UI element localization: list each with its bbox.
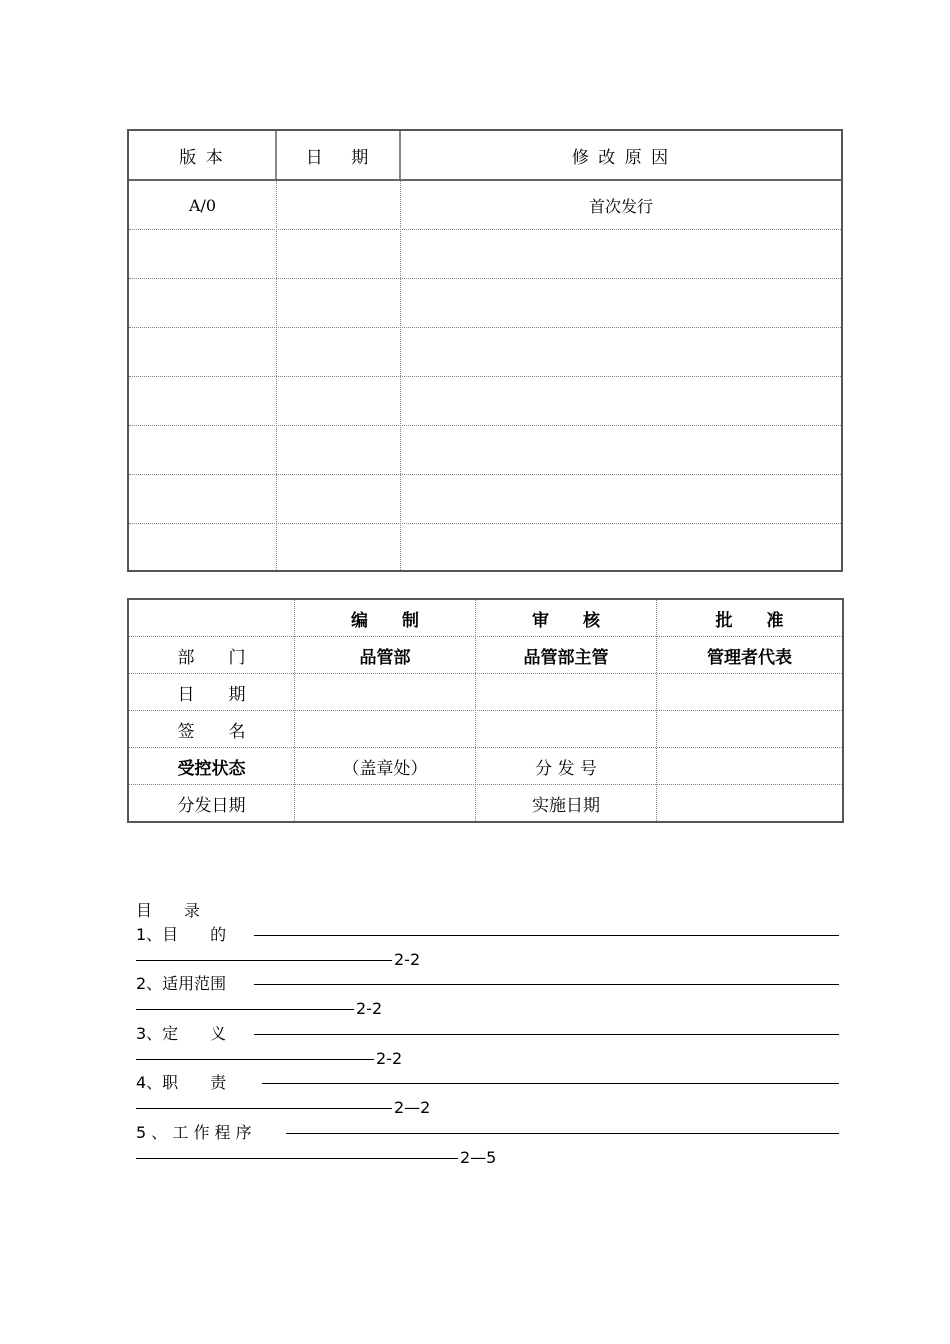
approval-row-distribution-date <box>129 785 842 822</box>
toc-item-label: 2、适用范围 <box>136 974 227 993</box>
toc-leader <box>254 1034 839 1035</box>
cell-reason <box>401 426 841 475</box>
cell-version <box>129 377 276 426</box>
cell-version <box>129 279 276 328</box>
toc-leader <box>254 935 839 936</box>
cell-version: A/0 <box>188 196 217 215</box>
toc-page-number: 2—2 <box>394 1098 431 1117</box>
cell-reason <box>401 279 841 328</box>
cell-value <box>295 674 475 711</box>
toc-item-label: 5 、 工 作 程 序 <box>136 1123 252 1142</box>
cell-date <box>277 328 400 377</box>
toc-title: 目 录 <box>136 901 201 920</box>
cell-version <box>129 524 276 573</box>
cell-date <box>277 181 400 230</box>
toc-item <box>136 1071 839 1095</box>
cell-reason <box>401 328 841 377</box>
toc-leader <box>136 1158 458 1159</box>
revision-table-header <box>129 131 841 181</box>
cell-date <box>277 475 400 524</box>
toc-item-continuation <box>136 1096 839 1120</box>
toc-item-label: 4、职 责 <box>136 1073 227 1092</box>
toc-item <box>136 972 839 996</box>
approval-table <box>127 598 844 823</box>
cell-date <box>277 426 400 475</box>
distribution-number-label: 分 发 号 <box>535 759 597 779</box>
row-label: 签 名 <box>177 722 246 742</box>
toc-leader <box>136 1059 374 1060</box>
cell-value <box>657 711 842 748</box>
header-version: 版 本 <box>129 131 277 179</box>
table-row <box>129 279 841 328</box>
header-reviewed: 审 核 <box>532 611 600 631</box>
toc-item-label: 3、定 义 <box>136 1024 227 1043</box>
table-row <box>129 230 841 279</box>
cell-value: 品管部主管 <box>523 648 609 668</box>
toc-leader <box>136 960 392 961</box>
cell-date <box>277 230 400 279</box>
toc-page-number: 2—5 <box>460 1148 497 1167</box>
toc-leader <box>136 1009 354 1010</box>
cell-reason <box>401 377 841 426</box>
approval-header-row <box>129 600 842 637</box>
table-row <box>129 377 841 426</box>
toc-item-continuation <box>136 948 839 972</box>
table-row <box>129 181 841 230</box>
cell-version <box>129 328 276 377</box>
row-label: 受控状态 <box>177 759 246 779</box>
stamp-placeholder: （盖章处） <box>342 759 428 779</box>
cell-value: 管理者代表 <box>707 648 792 668</box>
cell-reason <box>401 524 841 573</box>
toc-leader <box>286 1133 839 1134</box>
toc-page-number: 2-2 <box>376 1049 403 1068</box>
toc-leader <box>254 984 839 985</box>
header-prepared: 编 制 <box>351 611 419 631</box>
toc-page-number: 2-2 <box>356 999 383 1018</box>
cell-reason: 首次发行 <box>588 197 653 216</box>
cell-value <box>295 711 475 748</box>
row-label: 分发日期 <box>177 796 246 816</box>
toc-item-label: 1、目 的 <box>136 925 227 944</box>
toc-item-continuation <box>136 997 839 1021</box>
cell-date <box>277 279 400 328</box>
row-label: 日 期 <box>177 685 246 705</box>
header-change-reason: 修 改 原 因 <box>571 147 671 168</box>
cell-value: 品管部 <box>359 648 411 668</box>
implementation-date-label: 实施日期 <box>532 796 600 816</box>
toc-item-continuation <box>136 1146 839 1170</box>
header-approved: 批 准 <box>715 611 784 631</box>
cell-value <box>657 785 842 822</box>
revision-history-table <box>127 129 843 572</box>
cell-date <box>277 524 400 573</box>
cell-value <box>657 748 842 785</box>
cell-version <box>129 426 276 475</box>
cell-value <box>476 674 656 711</box>
table-row <box>129 426 841 475</box>
table-row <box>129 328 841 377</box>
toc-item-continuation <box>136 1047 839 1071</box>
cell-version <box>129 475 276 524</box>
cell-date <box>277 377 400 426</box>
table-row <box>129 524 841 573</box>
approval-header-blank <box>129 600 294 637</box>
cell-value <box>476 711 656 748</box>
toc-item <box>136 1022 839 1046</box>
toc-item <box>136 923 839 947</box>
cell-reason <box>401 475 841 524</box>
toc-leader <box>136 1108 392 1109</box>
approval-row-department <box>129 637 842 674</box>
table-row <box>129 475 841 524</box>
header-date: 日 期 <box>277 131 401 179</box>
toc-page-number: 2-2 <box>394 950 421 969</box>
cell-reason <box>401 230 841 279</box>
cell-version <box>129 230 276 279</box>
toc-leader <box>262 1083 839 1084</box>
approval-row-control-status <box>129 748 842 785</box>
cell-value <box>657 674 842 711</box>
cell-value <box>295 785 475 822</box>
toc-item <box>136 1121 839 1145</box>
row-label: 部 门 <box>177 648 246 668</box>
approval-row-date <box>129 674 842 711</box>
approval-row-signature <box>129 711 842 748</box>
